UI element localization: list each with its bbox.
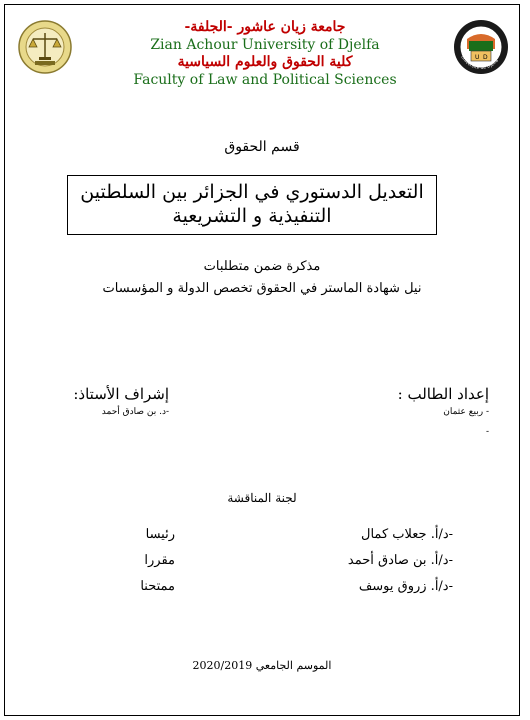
- faculty-name-arabic: كلية الحقوق والعلوم السياسية: [177, 54, 353, 70]
- student-second-entry: -: [485, 427, 489, 437]
- faculty-scales-logo: [17, 19, 73, 75]
- department-name: قسم الحقوق: [224, 139, 300, 155]
- committee-member-role: مقررا: [144, 553, 175, 568]
- university-name-english: Zian Achour University of Djelfa: [150, 36, 380, 53]
- academic-year: الموسم الجامعي 2020/2019: [192, 659, 332, 672]
- thesis-title-line1: التعديل الدستوري في الجزائر بين السلطتين: [80, 181, 424, 204]
- committee-member-name: -د/أ. زروق يوسف: [358, 579, 453, 594]
- committee-member-role: رئيسا: [145, 527, 175, 542]
- supervisor-name: -د. بن صادق أحمد: [101, 407, 169, 417]
- svg-text:U: U: [475, 54, 480, 61]
- seal-ring-text: Université de Djelfa: [459, 54, 500, 72]
- thesis-title-line2: التنفيذية و التشريعية: [172, 205, 332, 227]
- committee-title: لجنة المناقشة: [227, 491, 297, 505]
- document-page: [4, 4, 520, 716]
- faculty-name-english: Faculty of Law and Political Sciences: [133, 71, 397, 88]
- supervisor-label: إشراف الأستاذ:: [73, 385, 169, 403]
- committee-member-name: -د/أ. جعلاب كمال: [361, 527, 453, 542]
- student-label: إعداد الطالب :: [397, 385, 489, 403]
- university-seal-logo: [453, 19, 509, 75]
- committee-member-role: ممتحنا: [140, 579, 175, 594]
- thesis-description-line1: مذكرة ضمن متطلبات: [203, 259, 321, 274]
- svg-text:D: D: [483, 54, 488, 61]
- committee-member-name: -د/أ. بن صادق أحمد: [347, 553, 453, 568]
- thesis-description-line2: نيل شهادة الماستر في الحقوق تخصص الدولة و المؤسسات: [102, 281, 422, 296]
- university-name-arabic: جامعة زيان عاشور -الجلفة-: [184, 19, 346, 35]
- thesis-title-box: [67, 175, 437, 235]
- student-name: - ربيع عثمان: [443, 407, 489, 417]
- university-header: [125, 19, 405, 89]
